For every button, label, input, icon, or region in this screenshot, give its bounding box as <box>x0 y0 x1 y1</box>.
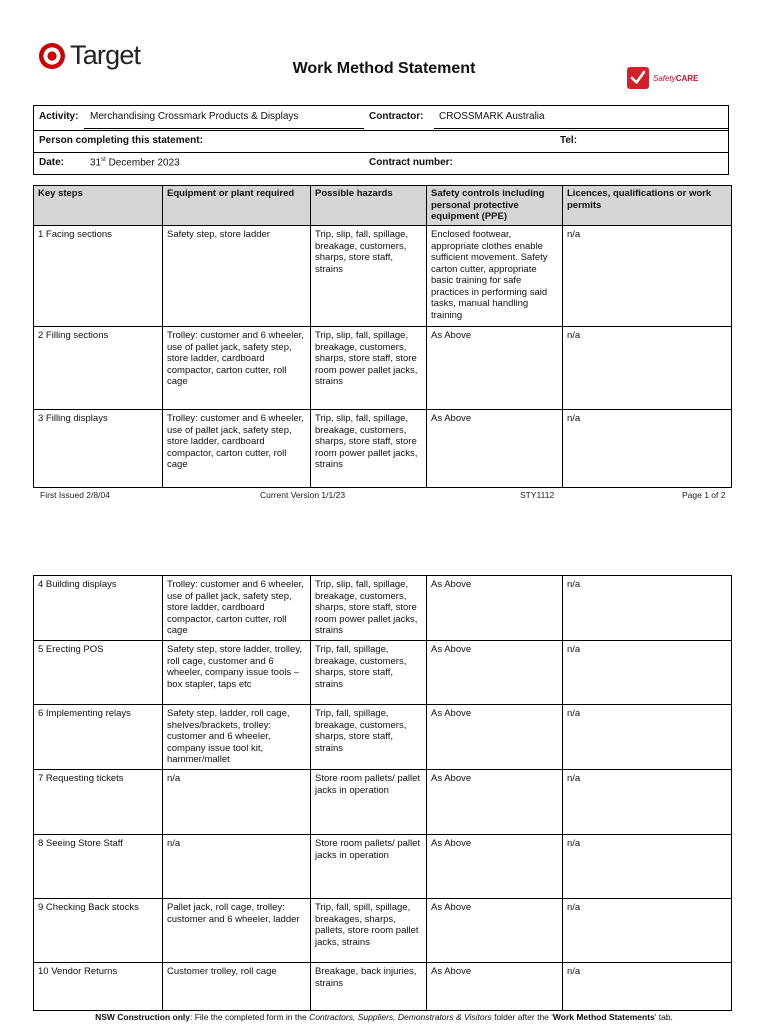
equipment-cell: Trolley: customer and 6 wheeler, use of pallet jack, safety step, store ladder, cardboard compactor, carton cutter, roll cage <box>163 410 311 488</box>
key-step-cell: 9 Checking Back stocks <box>34 899 163 963</box>
key-step-cell: 5 Erecting POS <box>34 641 163 705</box>
page-title: Work Method Statement <box>292 60 476 77</box>
table-row <box>34 705 732 770</box>
table-header-row <box>34 186 732 226</box>
equipment-cell: Safety step, store ladder, trolley, roll cage, customer and 6 wheeler, company issue tools – box stapler, taps etc <box>163 641 311 705</box>
equipment-cell: n/a <box>163 770 311 835</box>
date-label: Date: <box>39 157 65 168</box>
licences-cell: n/a <box>563 641 732 705</box>
controls-cell: As Above <box>427 327 563 410</box>
licences-cell: n/a <box>563 576 732 641</box>
controls-cell: As Above <box>427 835 563 899</box>
hazards-cell: Trip, slip, fall, spillage, breakage, customers, sharps, store staff, store room power pallet jacks, strains <box>311 327 427 410</box>
contract-number-label: Contract number: <box>369 157 453 168</box>
header-key-steps: Key steps <box>34 186 163 226</box>
person-label: Person completing this statement: <box>39 135 203 146</box>
hazards-cell: Store room pallets/ pallet jacks in operation <box>311 835 427 899</box>
first-issued: First Issued 2/8/04 <box>40 490 110 500</box>
logo-text: Target <box>70 40 141 70</box>
contractor-label: Contractor: <box>369 111 424 122</box>
key-step-cell: 4 Building displays <box>34 576 163 641</box>
hazards-cell: Trip, fall, spillage, breakage, customers, sharps, store staff, strains <box>311 705 427 770</box>
licences-cell: n/a <box>563 705 732 770</box>
note-tab-name: Work Method Statements <box>552 1012 655 1022</box>
safetycare-prefix: Safety <box>653 73 676 83</box>
tel-label: Tel: <box>560 135 578 146</box>
controls-cell: As Above <box>427 705 563 770</box>
licences-cell: n/a <box>563 963 732 1011</box>
table-row <box>34 899 732 963</box>
contractor-value[interactable]: CROSSMARK Australia <box>439 111 545 122</box>
licences-cell: n/a <box>563 770 732 835</box>
header-hazards: Possible hazards <box>311 186 427 226</box>
key-step-cell: 2 Filling sections <box>34 327 163 410</box>
header-equipment: Equipment or plant required <box>163 186 311 226</box>
checkmark-icon <box>627 67 649 89</box>
controls-cell: As Above <box>427 641 563 705</box>
table-row <box>34 327 732 410</box>
work-steps-table-page-1 <box>33 185 732 488</box>
equipment-cell: Safety step, ladder, roll cage, shelves/brackets, trolley: customer and 6 wheeler, company issue tool kit, hammer/mallet <box>163 705 311 770</box>
table-row <box>34 410 732 488</box>
equipment-cell: Pallet jack, roll cage, trolley: customer and 6 wheeler, ladder <box>163 899 311 963</box>
table-row <box>34 963 732 1011</box>
controls-cell: As Above <box>427 963 563 1011</box>
key-step-cell: 10 Vendor Returns <box>34 963 163 1011</box>
page-number: Page 1 of 2 <box>682 490 726 500</box>
equipment-cell: Trolley: customer and 6 wheeler, use of pallet jack, safety step, store ladder, cardboard compactor, carton cutter, roll cage <box>163 576 311 641</box>
hazards-cell: Trip, slip, fall, spillage, breakage, customers, sharps, store staff, store room power pallet jacks, strains <box>311 410 427 488</box>
controls-cell: As Above <box>427 770 563 835</box>
statement-info-box <box>33 105 729 175</box>
key-step-cell: 1 Facing sections <box>34 226 163 327</box>
current-version: Current Version 1/1/23 <box>260 490 346 500</box>
info-divider <box>34 152 728 153</box>
hazards-cell: Breakage, back injuries, strains <box>311 963 427 1011</box>
controls-cell: Enclosed footwear, appropriate clothes enable sufficient movement. Safety carton cutter, appropriate basic training for safe practices in performing said tasks, manual handling training <box>427 226 563 327</box>
note-folder-name: Contractors, Suppliers, Demonstrators & Visitors <box>309 1012 492 1022</box>
nsw-construction-note: NSW Construction only: File the completed form in the Contractors, Suppliers, Demonstrators & Visitors folder after the 'Work Method Statements' tab. <box>95 1012 673 1022</box>
hazards-cell: Trip, fall, spillage, breakage, customers, sharps, store staff, strains <box>311 641 427 705</box>
date-value[interactable]: 31st December 2023 <box>90 157 180 169</box>
activity-label: Activity: <box>39 111 79 122</box>
licences-cell: n/a <box>563 835 732 899</box>
hazards-cell: Trip, fall, spill, spillage, breakages, sharps, pallets, store room pallet jacks, strains <box>311 899 427 963</box>
document-code: STY1112 <box>520 490 555 500</box>
controls-cell: As Above <box>427 410 563 488</box>
hazards-cell: Trip, slip, fall, spillage, breakage, customers, sharps, store staff, store room power pallet jacks, strains <box>311 576 427 641</box>
hazards-cell: Store room pallets/ pallet jacks in operation <box>311 770 427 835</box>
equipment-cell: Customer trolley, roll cage <box>163 963 311 1011</box>
safetycare-logo <box>627 67 698 89</box>
key-step-cell: 6 Implementing relays <box>34 705 163 770</box>
header-licences: Licences, qualifications or work permits <box>563 186 732 226</box>
licences-cell: n/a <box>563 410 732 488</box>
table-row <box>34 770 732 835</box>
contractor-underline <box>434 128 728 129</box>
key-step-cell: 3 Filling displays <box>34 410 163 488</box>
table-row <box>34 576 732 641</box>
licences-cell: n/a <box>563 226 732 327</box>
hazards-cell: Trip, slip, fall, spillage, breakage, customers, sharps, store staff, strains <box>311 226 427 327</box>
licences-cell: n/a <box>563 899 732 963</box>
controls-cell: As Above <box>427 576 563 641</box>
table-row <box>34 226 732 327</box>
equipment-cell: Trolley: customer and 6 wheeler, use of pallet jack, safety step, store ladder, cardboard compactor, carton cutter, roll cage <box>163 327 311 410</box>
header-safety-controls: Safety controls including personal protective equipment (PPE) <box>427 186 563 226</box>
work-steps-table-page-2 <box>33 575 732 1011</box>
key-step-cell: 8 Seeing Store Staff <box>34 835 163 899</box>
safetycare-suffix: CARE <box>675 73 699 83</box>
note-bold-prefix: NSW Construction only <box>95 1012 190 1022</box>
info-divider <box>34 130 728 131</box>
activity-value[interactable]: Merchandising Crossmark Products & Displays <box>90 111 299 122</box>
licences-cell: n/a <box>563 327 732 410</box>
controls-cell: As Above <box>427 899 563 963</box>
equipment-cell: n/a <box>163 835 311 899</box>
key-step-cell: 7 Requesting tickets <box>34 770 163 835</box>
table-row <box>34 641 732 705</box>
equipment-cell: Safety step, store ladder <box>163 226 311 327</box>
activity-underline <box>84 128 364 129</box>
table-row <box>34 835 732 899</box>
